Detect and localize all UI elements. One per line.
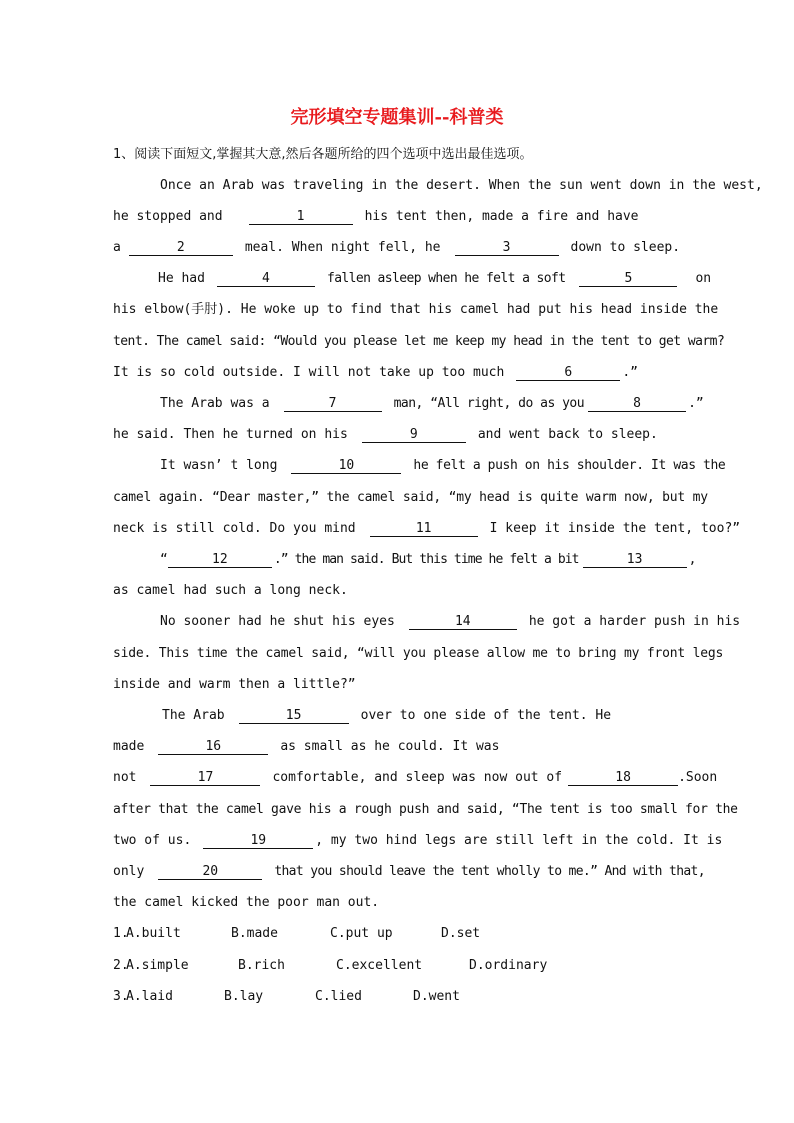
passage-line: tent. The camel said: “Would you please let me keep my head in the tent to get warm?: [113, 334, 725, 349]
option-b[interactable]: B.made: [231, 926, 278, 941]
passage-line: “ 12 .” the man said. But this time he felt a bit 13 ,: [160, 552, 697, 567]
blank-15[interactable]: 15: [239, 708, 349, 724]
blank-20[interactable]: 20: [158, 864, 262, 880]
blank-5[interactable]: 5: [579, 271, 677, 287]
question-number: 1.: [113, 926, 129, 941]
option-b[interactable]: B.lay: [224, 989, 264, 1004]
passage-line: inside and warm then a little?”: [113, 677, 356, 692]
passage-line: He had 4 fallen asleep when he felt a soft 5 on: [158, 271, 712, 286]
blank-13[interactable]: 13: [583, 552, 687, 568]
option-d[interactable]: D.ordinary: [469, 958, 548, 973]
blank-19[interactable]: 19: [203, 833, 313, 849]
blank-2[interactable]: 2: [129, 240, 233, 256]
blank-17[interactable]: 17: [150, 770, 260, 786]
passage-line: not 17 comfortable, and sleep was now out of 18 .Soon: [113, 770, 718, 785]
passage-line: as camel had such a long neck.: [113, 583, 348, 598]
passage-line: his elbow(手肘). He woke up to find that his camel had put his head inside the: [113, 302, 719, 317]
passage-line: The Arab 15 over to one side of the tent. He: [162, 708, 612, 723]
question-number: 3.: [113, 989, 129, 1004]
blank-6[interactable]: 6: [516, 365, 620, 381]
passage-line: the camel kicked the poor man out.: [113, 895, 380, 910]
passage-line: It is so cold outside. I will not take up too much 6 .”: [113, 365, 638, 380]
option-a[interactable]: A.built: [126, 926, 181, 941]
passage-line: Once an Arab was traveling in the desert. When the sun went down in the west,: [160, 178, 763, 193]
passage-line: No sooner had he shut his eyes 14 he got a harder push in his: [160, 614, 741, 629]
instruction-text: 1、阅读下面短文,掌握其大意,然后各题所给的四个选项中选出最佳选项。: [113, 147, 533, 162]
passage-line: The Arab was a 7 man, “All right, do as you 8 .”: [160, 396, 704, 411]
option-d[interactable]: D.set: [441, 926, 481, 941]
blank-1[interactable]: 1: [249, 209, 353, 225]
option-c[interactable]: C.lied: [315, 989, 362, 1004]
passage-line: two of us. 19 , my two hind legs are still left in the cold. It is: [113, 833, 723, 848]
option-c[interactable]: C.put up: [330, 926, 393, 941]
blank-9[interactable]: 9: [362, 427, 466, 443]
blank-3[interactable]: 3: [455, 240, 559, 256]
passage-line: neck is still cold. Do you mind 11 I keep it inside the tent, too?”: [113, 521, 741, 536]
blank-7[interactable]: 7: [284, 396, 382, 412]
blank-14[interactable]: 14: [409, 614, 517, 630]
passage-line: side. This time the camel said, “will you please allow me to bring my front legs: [113, 646, 724, 661]
option-d[interactable]: D.went: [413, 989, 460, 1004]
blank-16[interactable]: 16: [158, 739, 268, 755]
question-number: 2.: [113, 958, 129, 973]
blank-12[interactable]: 12: [168, 552, 272, 568]
blank-10[interactable]: 10: [291, 458, 401, 474]
option-a[interactable]: A.laid: [126, 989, 173, 1004]
passage-line: made 16 as small as he could. It was: [113, 739, 500, 754]
passage-line: he stopped and 1 his tent then, made a fire and have: [113, 209, 639, 224]
blank-18[interactable]: 18: [568, 770, 678, 786]
blank-4[interactable]: 4: [217, 271, 315, 287]
option-c[interactable]: C.excellent: [336, 958, 423, 973]
blank-11[interactable]: 11: [370, 521, 478, 537]
passage-line: camel again. “Dear master,” the camel said, “my head is quite warm now, but my: [113, 490, 708, 505]
option-b[interactable]: B.rich: [238, 958, 285, 973]
blank-8[interactable]: 8: [588, 396, 686, 412]
passage-line: a 2 meal. When night fell, he 3 down to sleep.: [113, 240, 681, 255]
passage-line: after that the camel gave his a rough push and said, “The tent is too small for the: [113, 802, 738, 817]
passage-line: It wasn’ t long 10 he felt a push on his shoulder. It was the: [160, 458, 726, 473]
passage-line: only 20 that you should leave the tent wholly to me.” And with that,: [113, 864, 705, 879]
document-title: 完形填空专题集训--科普类: [290, 107, 504, 128]
option-a[interactable]: A.simple: [126, 958, 189, 973]
passage-line: he said. Then he turned on his 9 and went back to sleep.: [113, 427, 658, 442]
